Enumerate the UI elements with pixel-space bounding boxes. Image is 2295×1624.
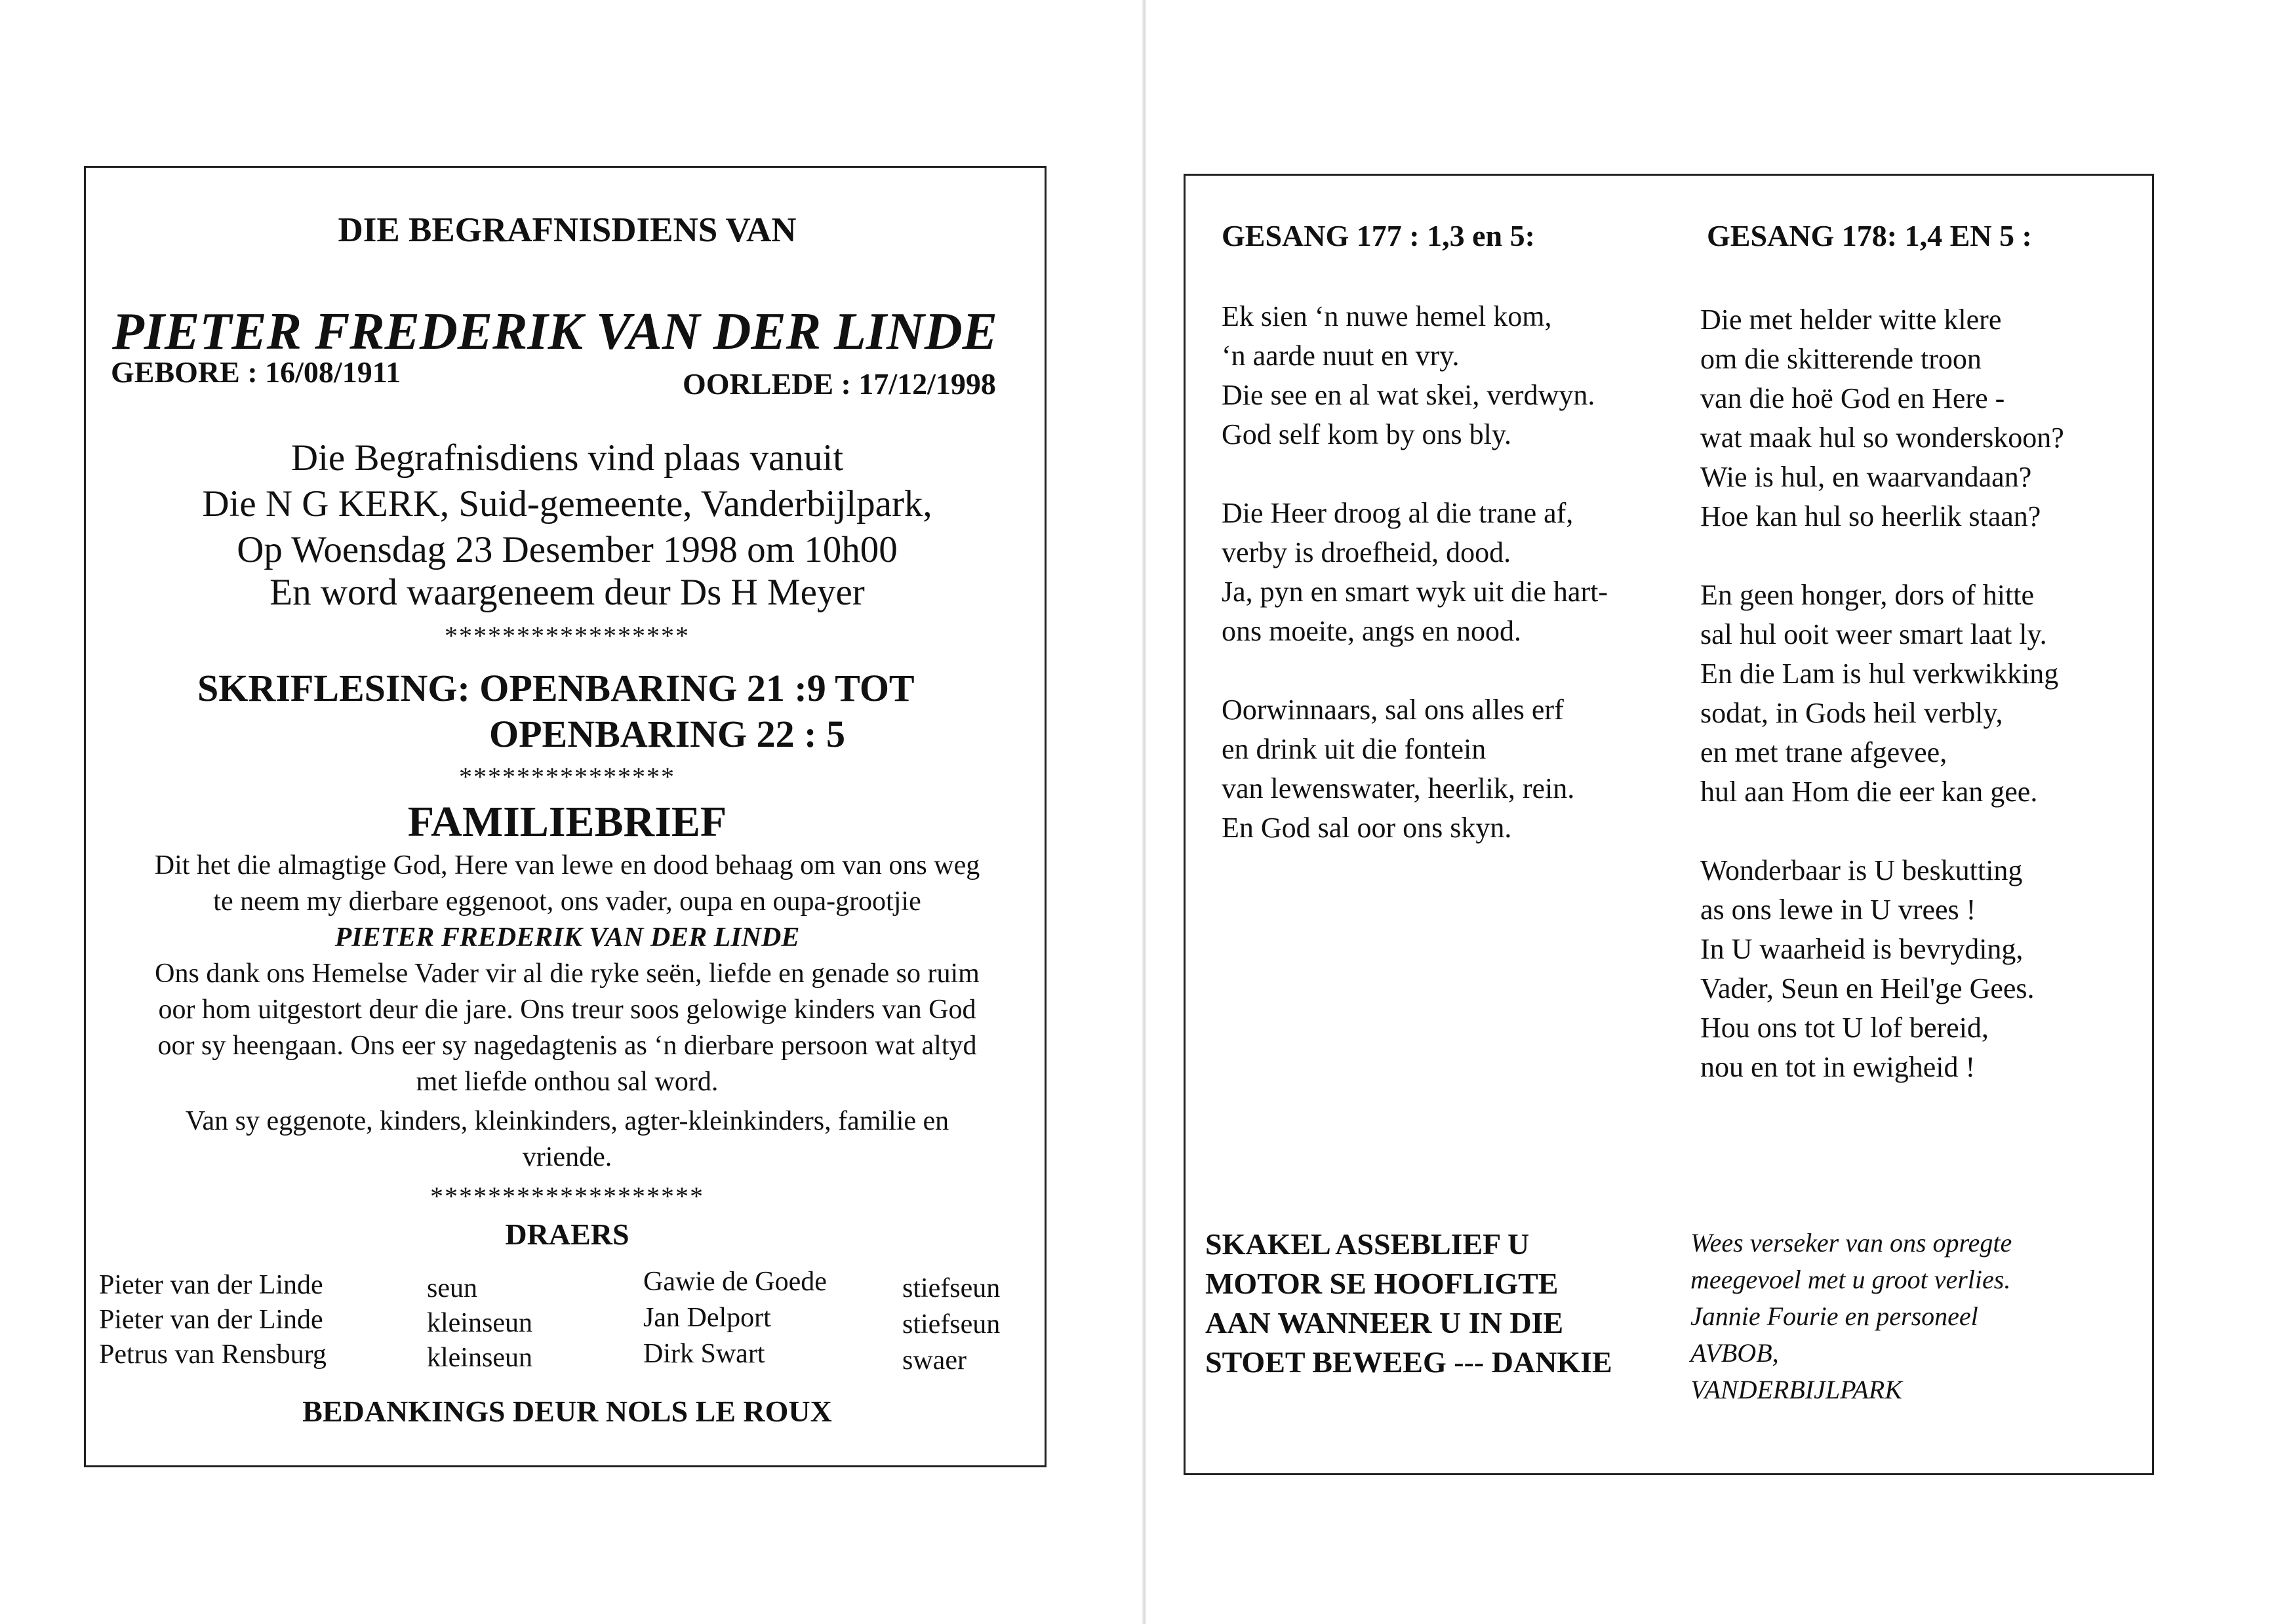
bearer-name: Pieter van der Linde [99, 1270, 323, 1300]
verse-line: In U waarheid is bevryding, [1700, 933, 2024, 965]
bearer-relation: stiefseun [902, 1309, 1001, 1339]
verse-line: wat maak hul so wonderskoon? [1700, 422, 2064, 454]
bearer-name: Gawie de Goede [643, 1267, 827, 1297]
bearer-relation: kleinseun [427, 1308, 532, 1338]
verse-line: En geen honger, dors of hitte [1700, 579, 2034, 611]
condolence-line: AVBOB, [1690, 1338, 1779, 1368]
verse-line: Wonderbaar is U beskutting [1700, 854, 2023, 886]
hymn-177-text [1222, 297, 1608, 848]
condolence-line: Jannie Fourie en personeel [1690, 1301, 1978, 1331]
letter-line: te neem my dierbare eggenoot, ons vader, oupa en oupa-grootjie [213, 886, 921, 917]
notice-line: STOET BEWEEG --- DANKIE [1205, 1345, 1612, 1379]
bearers-title: DRAERS [505, 1218, 629, 1251]
verse-line: sodat, in Gods heil verbly, [1700, 697, 2003, 729]
service-line: Die Begrafnisdiens vind plaas vanuit [290, 437, 844, 479]
verse-gap [1222, 651, 1608, 690]
verse-line: Vader, Seun en Heil'ge Gees. [1700, 972, 2035, 1004]
verse-line: van die hoë God en Here - [1700, 382, 2005, 414]
service-heading: DIE BEGRAFNISDIENS VAN [338, 211, 797, 249]
condolence-line: Wees verseker van ons opregte [1690, 1228, 2012, 1258]
hymn-178-title: GESANG 178: 1,4 EN 5 : [1707, 219, 2032, 252]
condolence-line: VANDERBIJLPARK [1690, 1375, 1902, 1404]
letter-line: Van sy eggenote, kinders, kleinkinders, agter-kleinkinders, familie en [185, 1106, 949, 1136]
death-date: OORLEDE : 17/12/1998 [683, 367, 996, 401]
verse-line: Die met helder witte klere [1700, 304, 2002, 336]
separator-stars: *************** [459, 762, 675, 791]
bearer-name: Petrus van Rensburg [99, 1339, 327, 1370]
condolence-line: meegevoel met u groot verlies. [1690, 1265, 2011, 1294]
headlights-notice [1205, 1225, 1612, 1382]
verse-line: Hoe kan hul so heerlik staan? [1700, 500, 2041, 532]
condolence-message [1690, 1225, 2012, 1408]
service-line: Op Woensdag 23 Desember 1998 om 10h00 [237, 529, 898, 570]
letter-line: oor hom uitgestort deur die jare. Ons treur soos gelowige kinders van God [158, 995, 976, 1025]
bearer-relation: swaer [902, 1345, 967, 1376]
bearer-relation: seun [427, 1273, 477, 1303]
verse-line: Die Heer droog al die trane af, [1222, 497, 1574, 529]
verse-line: Wie is hul, en waarvandaan? [1700, 461, 2032, 493]
letter-line: met liefde onthou sal word. [416, 1067, 719, 1097]
deceased-name: PIETER FREDERIK VAN DER LINDE [112, 303, 997, 361]
verse-line: Die see en al wat skei, verdwyn. [1222, 379, 1595, 411]
verse-line: Oorwinnaars, sal ons alles erf [1222, 694, 1564, 726]
notice-line: AAN WANNEER U IN DIE [1205, 1306, 1564, 1339]
verse-gap [1222, 454, 1608, 494]
verse-line: nou en tot in ewigheid ! [1700, 1051, 1976, 1083]
verse-line: en met trane afgevee, [1700, 736, 1947, 768]
hymns-panel [1184, 174, 2154, 1475]
verse-line: verby is droefheid, dood. [1222, 536, 1511, 568]
verse-line: ons moeite, angs en nood. [1222, 615, 1522, 647]
family-letter-title: FAMILIEBRIEF [407, 798, 727, 846]
verse-gap [1700, 536, 2064, 576]
bearer-name: Pieter van der Linde [99, 1305, 323, 1335]
letter-line: vriende. [522, 1142, 612, 1172]
letter-line: Dit het die almagtige God, Here van lewe en dood behaag om van ons weg [154, 850, 980, 881]
bearer-relation: kleinseun [427, 1343, 532, 1373]
funeral-service-panel [84, 166, 1047, 1467]
letter-line: oor sy heengaan. Ons eer sy nagedagtenis as ‘n dierbare persoon wat altyd [157, 1031, 977, 1061]
verse-line: en drink uit die fontein [1222, 733, 1487, 765]
verse-line: ‘n aarde nuut en vry. [1222, 340, 1460, 372]
birth-date: GEBORE : 16/08/1911 [111, 355, 401, 389]
verse-line: En die Lam is hul verkwikking [1700, 658, 2059, 690]
page-fold [1142, 0, 1146, 1624]
letter-line: Ons dank ons Hemelse Vader vir al die ryke seën, liefde en genade so ruim [155, 959, 980, 989]
scripture-reading-end: OPENBARING 22 : 5 [489, 713, 845, 755]
separator-stars: ******************* [430, 1181, 704, 1211]
service-line: Die N G KERK, Suid-gemeente, Vanderbijlpark, [202, 483, 932, 525]
scripture-reading: SKRIFLESING: OPENBARING 21 :9 TOT [197, 667, 915, 709]
verse-line: Ek sien ‘n nuwe hemel kom, [1222, 300, 1552, 332]
verse-line: sal hul ooit weer smart laat ly. [1700, 618, 2047, 650]
thanks-line: BEDANKINGS DEUR NOLS LE ROUX [302, 1395, 832, 1428]
notice-line: SKAKEL ASSEBLIEF U [1205, 1227, 1530, 1261]
bearer-name: Dirk Swart [643, 1339, 765, 1369]
verse-line: Ja, pyn en smart wyk uit die hart- [1222, 576, 1608, 608]
verse-gap [1700, 812, 2064, 851]
verse-line: om die skitterende troon [1700, 343, 1982, 375]
hymn-178-text [1700, 300, 2064, 1087]
verse-line: as ons lewe in U vrees ! [1700, 894, 1976, 926]
bearer-name: Jan Delport [643, 1303, 771, 1333]
verse-line: God self kom by ons bly. [1222, 418, 1512, 450]
verse-line: En God sal oor ons skyn. [1222, 812, 1512, 844]
notice-line: MOTOR SE HOOFLIGTE [1205, 1267, 1559, 1300]
bearer-relation: stiefseun [902, 1273, 1001, 1303]
verse-line: hul aan Hom die eer kan gee. [1700, 776, 2038, 808]
service-line: En word waargeneem deur Ds H Meyer [269, 572, 865, 613]
separator-stars: ***************** [445, 621, 690, 650]
letter-line-name: PIETER FREDERIK VAN DER LINDE [334, 922, 800, 953]
verse-line: van lewenswater, heerlik, rein. [1222, 772, 1575, 804]
hymn-177-title: GESANG 177 : 1,3 en 5: [1222, 219, 1535, 252]
verse-line: Hou ons tot U lof bereid, [1700, 1012, 1989, 1044]
